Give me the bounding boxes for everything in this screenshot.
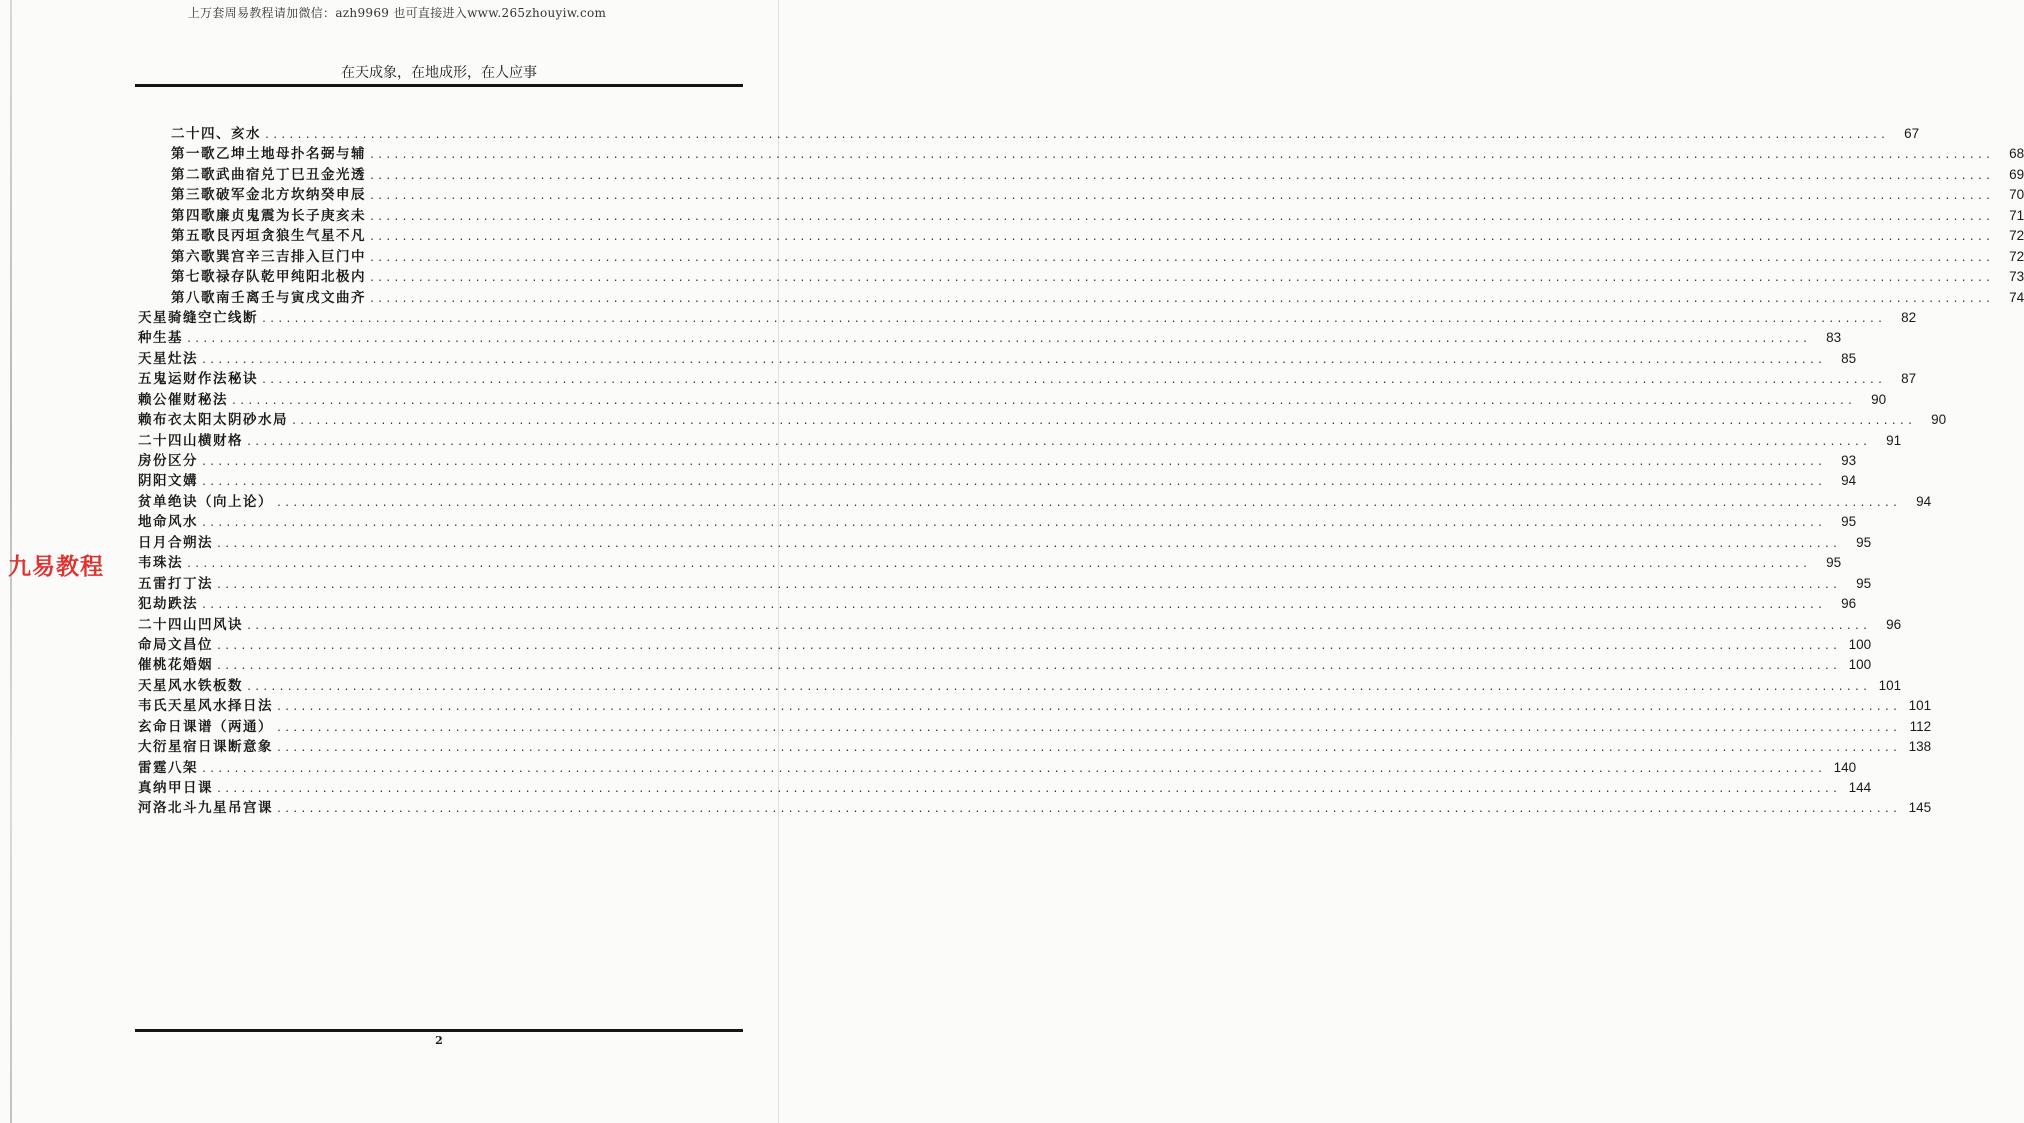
toc-entry-title: 二十四山凹风诀 bbox=[138, 616, 243, 633]
toc-entry-page: 72 bbox=[2009, 248, 2024, 264]
toc-entry-title: 玄命日课谱（两通） bbox=[138, 718, 273, 735]
toc-leader-dots: ........................................................................................................................................................................................................ bbox=[264, 130, 1889, 141]
toc-entry-title: 第六歌巽宫辛三吉排入巨门中 bbox=[171, 248, 366, 265]
toc-leader-dots: ........................................................................................................................................................................................................ bbox=[369, 293, 1994, 305]
toc-entry-title: 第五歌艮丙垣贪狼生气星不凡 bbox=[171, 228, 366, 245]
toc-entry[interactable] bbox=[138, 696, 1932, 716]
toc-entry-page: 91 bbox=[1886, 432, 1902, 448]
toc-entry-title: 真纳甲日课 bbox=[138, 780, 213, 796]
toc-leader-dots: ........................................................................................................................................................................................................ bbox=[369, 211, 1994, 223]
toc-entry[interactable] bbox=[138, 369, 1917, 389]
toc-leader-dots: ........................................................................................................................................................................................................ bbox=[216, 579, 1841, 591]
toc-entry[interactable] bbox=[138, 226, 2024, 246]
toc-entry-title: 第七歌禄存队乾甲纯阳北极内 bbox=[171, 269, 366, 286]
toc-leader-dots: ........................................................................................................................................................................................................ bbox=[201, 477, 1826, 489]
toc-entry-page: 90 bbox=[1931, 412, 1947, 428]
table-of-contents bbox=[138, 124, 2024, 819]
toc-leader-dots: ........................................................................................................................................................................................................ bbox=[276, 804, 1901, 816]
toc-entry-page: 73 bbox=[2009, 269, 2024, 285]
toc-entry-page: 140 bbox=[1833, 759, 1857, 775]
toc-entry[interactable] bbox=[138, 492, 1932, 512]
toc-entry-title: 第二歌武曲宿兑丁巳丑金光透 bbox=[171, 166, 366, 183]
toc-entry[interactable] bbox=[138, 758, 1857, 778]
toc-entry-title: 贫单绝诀（向上论） bbox=[138, 493, 273, 510]
toc-entry-page: 95 bbox=[1856, 575, 1872, 591]
toc-entry[interactable] bbox=[138, 471, 1857, 491]
toc-entry[interactable] bbox=[138, 717, 1932, 737]
toc-entry-page: 144 bbox=[1848, 780, 1872, 795]
toc-entry-page: 138 bbox=[1908, 739, 1932, 755]
toc-entry[interactable] bbox=[138, 267, 2024, 287]
toc-entry[interactable] bbox=[138, 124, 1920, 144]
toc-entry[interactable] bbox=[138, 185, 2024, 205]
toc-entry-page: 71 bbox=[2009, 207, 2024, 223]
toc-entry-page: 69 bbox=[2009, 166, 2024, 182]
toc-entry-title: 地命风水 bbox=[138, 514, 198, 531]
toc-entry[interactable] bbox=[138, 165, 2024, 185]
toc-leader-dots: ........................................................................................................................................................................................................ bbox=[201, 518, 1826, 530]
toc-leader-dots: ........................................................................................................................................................................................................ bbox=[216, 640, 1841, 652]
toc-entry-page: 100 bbox=[1848, 657, 1872, 673]
toc-leader-dots: ........................................................................................................................................................................................................ bbox=[186, 334, 1811, 346]
toc-leader-dots: ........................................................................................................................................................................................................ bbox=[276, 743, 1901, 755]
toc-leader-dots: ........................................................................................................................................................................................................ bbox=[261, 313, 1886, 325]
toc-entry-title: 第四歌廉贞鬼震为长子庚亥未 bbox=[171, 207, 366, 224]
toc-entry[interactable] bbox=[138, 615, 1902, 635]
toc-entry[interactable] bbox=[138, 431, 1902, 451]
toc-leader-dots: ........................................................................................................................................................................................................ bbox=[276, 497, 1901, 509]
toc-entry-page: 94 bbox=[1916, 493, 1932, 509]
toc-entry-page: 67 bbox=[1904, 126, 1920, 141]
page-number: 2 bbox=[435, 1034, 443, 1047]
toc-entry[interactable] bbox=[138, 594, 1857, 614]
toc-leader-dots: ........................................................................................................................................................................................................ bbox=[246, 620, 1871, 632]
toc-entry-page: 101 bbox=[1878, 677, 1902, 693]
toc-entry[interactable] bbox=[138, 533, 1872, 553]
toc-entry-page: 96 bbox=[1841, 596, 1857, 612]
toc-leader-dots: ........................................................................................................................................................................................................ bbox=[276, 722, 1901, 734]
toc-leader-dots: ........................................................................................................................................................................................................ bbox=[276, 702, 1901, 714]
toc-entry-title: 河洛北斗九星吊宫课 bbox=[138, 800, 273, 817]
watermark-stamp: 九易教程 bbox=[8, 554, 104, 580]
toc-entry-page: 74 bbox=[2009, 289, 2024, 305]
toc-entry-title: 天星灶法 bbox=[138, 350, 198, 367]
toc-leader-dots: ........................................................................................................................................................................................................ bbox=[186, 559, 1811, 571]
toc-entry-title: 二十四山横财格 bbox=[138, 432, 243, 449]
toc-entry[interactable] bbox=[138, 778, 1872, 798]
toc-entry[interactable] bbox=[138, 676, 1902, 696]
toc-entry[interactable] bbox=[138, 798, 1932, 818]
toc-leader-dots: ........................................................................................................................................................................................................ bbox=[201, 600, 1826, 612]
toc-leader-dots: ........................................................................................................................................................................................................ bbox=[216, 661, 1841, 673]
toc-entry-page: 83 bbox=[1826, 330, 1842, 346]
toc-entry-title: 房份区分 bbox=[138, 453, 198, 469]
toc-entry-title: 大衍星宿日课断意象 bbox=[138, 739, 273, 756]
toc-leader-dots: ........................................................................................................................................................................................................ bbox=[291, 416, 1916, 428]
toc-entry-page: 95 bbox=[1826, 555, 1842, 571]
toc-leader-dots: ........................................................................................................................................................................................................ bbox=[246, 681, 1871, 693]
toc-entry-page: 87 bbox=[1901, 371, 1917, 387]
footer-rule bbox=[135, 1029, 743, 1032]
toc-entry[interactable] bbox=[138, 288, 2024, 308]
toc-entry-page: 72 bbox=[2009, 228, 2024, 244]
toc-entry[interactable] bbox=[138, 247, 2024, 267]
running-header: 在天成象，在地成形，在人应事 bbox=[341, 65, 537, 81]
toc-entry-page: 96 bbox=[1886, 616, 1902, 632]
toc-leader-dots: ........................................................................................................................................................................................................ bbox=[201, 763, 1826, 775]
toc-entry-title: 韦珠法 bbox=[138, 555, 183, 572]
toc-entry-title: 雷霆八架 bbox=[138, 759, 198, 776]
toc-entry-page: 101 bbox=[1908, 698, 1932, 714]
toc-entry[interactable] bbox=[138, 574, 1872, 594]
toc-entry-page: 82 bbox=[1901, 309, 1917, 325]
toc-leader-dots: ........................................................................................................................................................................................................ bbox=[216, 538, 1841, 550]
toc-entry-title: 二十四、亥水 bbox=[171, 126, 261, 142]
toc-entry[interactable] bbox=[138, 390, 1887, 410]
toc-leader-dots: ........................................................................................................................................................................................................ bbox=[261, 375, 1886, 387]
toc-entry-title: 种生基 bbox=[138, 330, 183, 347]
toc-entry-page: 94 bbox=[1841, 473, 1857, 489]
toc-entry-title: 五雷打丁法 bbox=[138, 575, 213, 592]
toc-entry-title: 天星骑缝空亡线断 bbox=[138, 309, 258, 326]
toc-leader-dots: ........................................................................................................................................................................................................ bbox=[231, 395, 1856, 407]
toc-entry[interactable] bbox=[138, 349, 1857, 369]
toc-entry-page: 68 bbox=[2009, 146, 2024, 162]
toc-leader-dots: ........................................................................................................................................................................................................ bbox=[369, 170, 1994, 182]
toc-entry[interactable] bbox=[138, 206, 2024, 226]
toc-entry-page: 93 bbox=[1841, 453, 1857, 468]
toc-entry[interactable] bbox=[138, 328, 1842, 348]
toc-entry-page: 100 bbox=[1848, 636, 1872, 652]
toc-entry-title: 天星风水铁板数 bbox=[138, 677, 243, 694]
toc-leader-dots: ........................................................................................................................................................................................................ bbox=[201, 457, 1826, 468]
toc-leader-dots: ........................................................................................................................................................................................................ bbox=[369, 252, 1994, 264]
toc-entry-page: 112 bbox=[1909, 718, 1932, 734]
toc-leader-dots: ........................................................................................................................................................................................................ bbox=[216, 784, 1841, 795]
toc-entry[interactable] bbox=[138, 655, 1872, 675]
toc-entry-page: 95 bbox=[1856, 534, 1872, 550]
toc-entry-page: 85 bbox=[1841, 350, 1857, 366]
toc-leader-dots: ........................................................................................................................................................................................................ bbox=[201, 354, 1826, 366]
toc-entry[interactable] bbox=[138, 410, 1947, 430]
toc-entry-page: 70 bbox=[2009, 187, 2024, 203]
toc-entry-title: 第八歌南壬离壬与寅戌文曲齐 bbox=[171, 289, 366, 306]
toc-entry[interactable] bbox=[138, 451, 1857, 471]
toc-entry[interactable] bbox=[138, 308, 1917, 328]
toc-entry[interactable] bbox=[138, 553, 1842, 573]
toc-entry-title: 韦氏天星风水择日法 bbox=[138, 698, 273, 715]
toc-leader-dots: ........................................................................................................................................................................................................ bbox=[369, 150, 1994, 162]
toc-entry-title: 犯劫跌法 bbox=[138, 596, 198, 613]
toc-leader-dots: ........................................................................................................................................................................................................ bbox=[369, 191, 1994, 203]
toc-entry[interactable] bbox=[138, 512, 1857, 532]
watermark-banner: 上万套周易教程请加微信：azh9969 也可直接进入www.265zhouyiw.com bbox=[187, 6, 607, 20]
toc-entry[interactable] bbox=[138, 737, 1932, 757]
toc-entry-title: 赖公催财秘法 bbox=[138, 391, 228, 408]
toc-entry-title: 第三歌破军金北方坎纳癸申辰 bbox=[171, 187, 366, 204]
toc-entry-page: 95 bbox=[1841, 514, 1857, 530]
toc-leader-dots: ........................................................................................................................................................................................................ bbox=[246, 436, 1871, 448]
toc-entry-title: 催桃花婚姻 bbox=[138, 657, 213, 674]
toc-entry-title: 赖布衣太阳太阴砂水局 bbox=[138, 412, 288, 429]
toc-entry-title: 日月合朔法 bbox=[138, 534, 213, 551]
toc-leader-dots: ........................................................................................................................................................................................................ bbox=[369, 232, 1994, 244]
toc-entry-title: 阴阳文媾 bbox=[138, 473, 198, 490]
header-rule bbox=[135, 84, 743, 87]
toc-entry[interactable] bbox=[138, 144, 2024, 164]
toc-entry-title: 第一歌乙坤土地母扑名弼与辅 bbox=[171, 146, 366, 163]
toc-entry[interactable] bbox=[138, 635, 1872, 655]
toc-entry-title: 命局文昌位 bbox=[138, 636, 213, 653]
toc-entry-page: 145 bbox=[1908, 800, 1932, 816]
toc-entry-title: 五鬼运财作法秘诀 bbox=[138, 371, 258, 388]
toc-entry-page: 90 bbox=[1871, 391, 1887, 407]
toc-leader-dots: ........................................................................................................................................................................................................ bbox=[369, 273, 1994, 285]
